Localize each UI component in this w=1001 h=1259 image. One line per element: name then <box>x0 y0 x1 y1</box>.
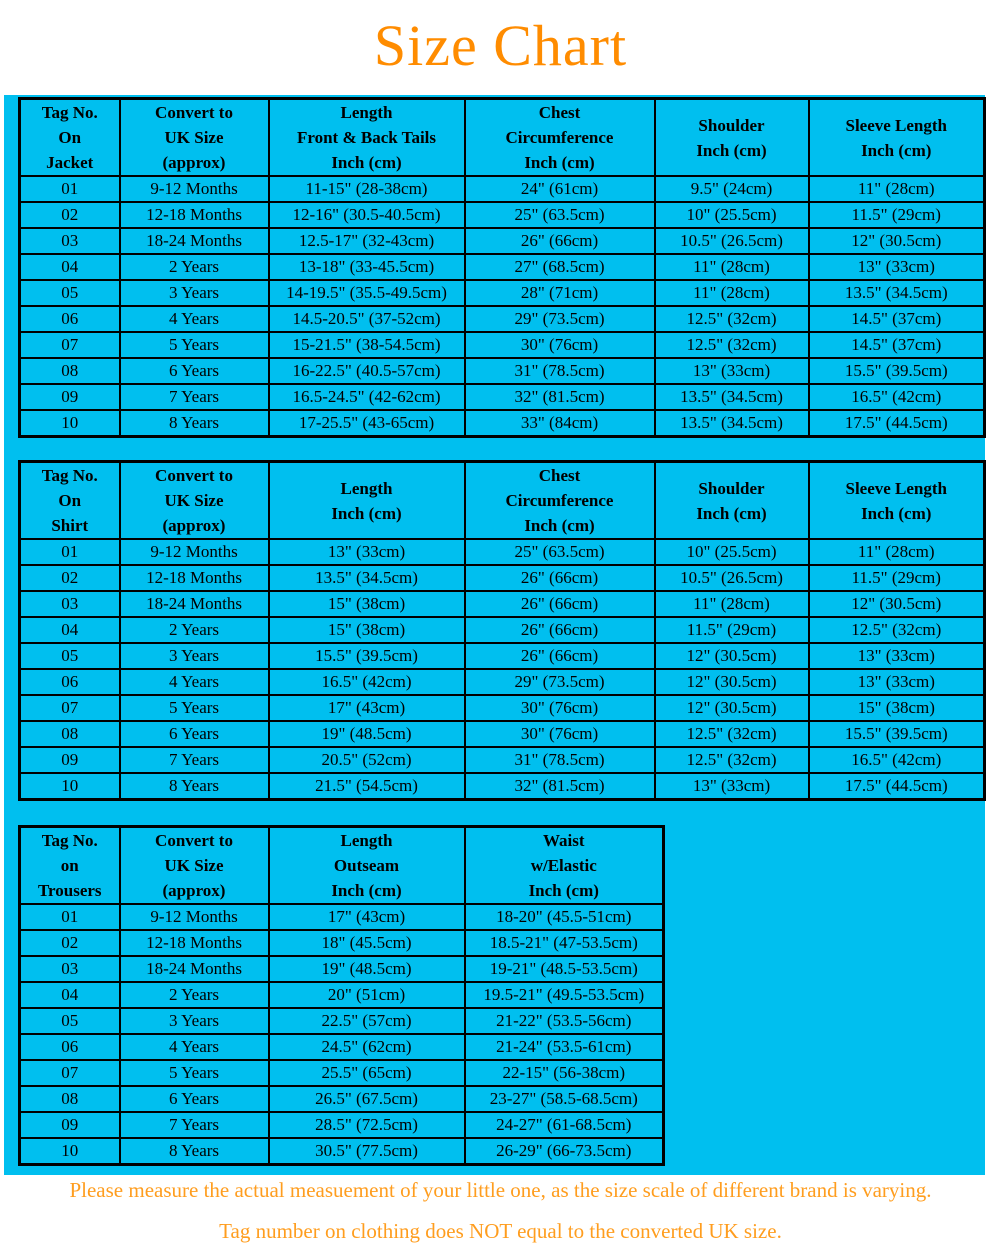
table-row <box>20 1086 664 1112</box>
data-cell: 15" (38cm) <box>269 617 465 643</box>
data-cell: 09 <box>20 384 120 410</box>
data-cell: 29" (73.5cm) <box>465 669 655 695</box>
data-cell: 09 <box>20 747 120 773</box>
data-cell: 33" (84cm) <box>465 410 655 437</box>
data-cell: 16.5-24.5" (42-62cm) <box>269 384 465 410</box>
data-cell: 04 <box>20 254 120 280</box>
header-cell: Convert to UK Size (approx) <box>120 462 269 540</box>
data-cell: 11.5" (29cm) <box>809 202 985 228</box>
data-cell: 07 <box>20 1060 120 1086</box>
data-cell: 11" (28cm) <box>655 280 809 306</box>
data-cell: 27" (68.5cm) <box>465 254 655 280</box>
data-cell: 16.5" (42cm) <box>809 384 985 410</box>
data-cell: 20" (51cm) <box>269 982 465 1008</box>
data-cell: 3 Years <box>120 280 269 306</box>
header-cell: Sleeve Length Inch (cm) <box>809 462 985 540</box>
table-row <box>20 956 664 982</box>
data-cell: 9-12 Months <box>120 176 269 202</box>
header-cell: Tag No. On Jacket <box>20 99 120 177</box>
data-cell: 7 Years <box>120 1112 269 1138</box>
header-cell: Tag No. on Trousers <box>20 827 120 905</box>
data-cell: 06 <box>20 669 120 695</box>
data-cell: 12-18 Months <box>120 202 269 228</box>
data-cell: 12.5" (32cm) <box>655 747 809 773</box>
data-cell: 13" (33cm) <box>809 254 985 280</box>
data-cell: 14-19.5" (35.5-49.5cm) <box>269 280 465 306</box>
data-cell: 12-18 Months <box>120 930 269 956</box>
table-row <box>20 669 985 695</box>
data-cell: 10" (25.5cm) <box>655 539 809 565</box>
data-cell: 11.5" (29cm) <box>809 565 985 591</box>
data-cell: 30" (76cm) <box>465 721 655 747</box>
data-cell: 11" (28cm) <box>655 254 809 280</box>
data-cell: 6 Years <box>120 358 269 384</box>
data-cell: 18-24 Months <box>120 956 269 982</box>
data-cell: 08 <box>20 721 120 747</box>
header-cell: Chest Circumference Inch (cm) <box>465 99 655 177</box>
data-cell: 10.5" (26.5cm) <box>655 228 809 254</box>
data-cell: 08 <box>20 358 120 384</box>
header-row <box>20 827 664 905</box>
data-cell: 13.5" (34.5cm) <box>655 410 809 437</box>
table-row <box>20 332 985 358</box>
trousers-size-table <box>18 825 665 1166</box>
data-cell: 17.5" (44.5cm) <box>809 773 985 800</box>
data-cell: 2 Years <box>120 617 269 643</box>
data-cell: 10 <box>20 410 120 437</box>
data-cell: 9-12 Months <box>120 539 269 565</box>
data-cell: 4 Years <box>120 1034 269 1060</box>
data-cell: 12.5" (32cm) <box>655 721 809 747</box>
data-cell: 12.5" (32cm) <box>809 617 985 643</box>
data-cell: 16.5" (42cm) <box>269 669 465 695</box>
data-cell: 18-20" (45.5-51cm) <box>465 904 664 930</box>
data-cell: 21.5" (54.5cm) <box>269 773 465 800</box>
table-row <box>20 539 985 565</box>
data-cell: 05 <box>20 1008 120 1034</box>
table-row <box>20 202 985 228</box>
data-cell: 26" (66cm) <box>465 228 655 254</box>
data-cell: 30" (76cm) <box>465 332 655 358</box>
data-cell: 28" (71cm) <box>465 280 655 306</box>
data-cell: 13" (33cm) <box>809 669 985 695</box>
data-cell: 03 <box>20 956 120 982</box>
data-cell: 19" (48.5cm) <box>269 721 465 747</box>
data-cell: 09 <box>20 1112 120 1138</box>
header-cell: Waist w/Elastic Inch (cm) <box>465 827 664 905</box>
data-cell: 2 Years <box>120 254 269 280</box>
data-cell: 26" (66cm) <box>465 617 655 643</box>
data-cell: 02 <box>20 202 120 228</box>
data-cell: 9-12 Months <box>120 904 269 930</box>
table-row <box>20 176 985 202</box>
data-cell: 4 Years <box>120 306 269 332</box>
data-cell: 03 <box>20 591 120 617</box>
data-cell: 12-18 Months <box>120 565 269 591</box>
header-row <box>20 462 985 540</box>
header-cell: Length Outseam Inch (cm) <box>269 827 465 905</box>
header-cell: Length Front & Back Tails Inch (cm) <box>269 99 465 177</box>
data-cell: 08 <box>20 1086 120 1112</box>
data-cell: 04 <box>20 617 120 643</box>
footer-line-2: Tag number on clothing does NOT equal to the converted UK size. <box>219 1219 782 1243</box>
data-cell: 15-21.5" (38-54.5cm) <box>269 332 465 358</box>
data-cell: 8 Years <box>120 410 269 437</box>
table-row <box>20 747 985 773</box>
table-row <box>20 410 985 437</box>
table-row <box>20 1034 664 1060</box>
data-cell: 8 Years <box>120 773 269 800</box>
data-cell: 31" (78.5cm) <box>465 358 655 384</box>
data-cell: 24.5" (62cm) <box>269 1034 465 1060</box>
data-cell: 28.5" (72.5cm) <box>269 1112 465 1138</box>
data-cell: 3 Years <box>120 643 269 669</box>
data-cell: 11-15" (28-38cm) <box>269 176 465 202</box>
header-row <box>20 99 985 177</box>
data-cell: 17" (43cm) <box>269 695 465 721</box>
header-cell: Convert to UK Size (approx) <box>120 99 269 177</box>
data-cell: 24-27" (61-68.5cm) <box>465 1112 664 1138</box>
data-cell: 15" (38cm) <box>809 695 985 721</box>
data-cell: 01 <box>20 904 120 930</box>
data-cell: 12" (30.5cm) <box>655 643 809 669</box>
data-cell: 06 <box>20 1034 120 1060</box>
table-row <box>20 565 985 591</box>
data-cell: 13.5" (34.5cm) <box>269 565 465 591</box>
data-cell: 03 <box>20 228 120 254</box>
footer-line-1: Please measure the actual measuement of your little one, as the size scale of different brand is varying. <box>69 1178 932 1202</box>
table-row <box>20 591 985 617</box>
data-cell: 31" (78.5cm) <box>465 747 655 773</box>
data-cell: 21-24" (53.5-61cm) <box>465 1034 664 1060</box>
table-row <box>20 982 664 1008</box>
data-cell: 25.5" (65cm) <box>269 1060 465 1086</box>
shirt-size-table <box>18 460 986 801</box>
table-row <box>20 773 985 800</box>
data-cell: 01 <box>20 176 120 202</box>
data-cell: 3 Years <box>120 1008 269 1034</box>
header-cell: Chest Circumference Inch (cm) <box>465 462 655 540</box>
data-cell: 26" (66cm) <box>465 643 655 669</box>
table-row <box>20 930 664 956</box>
data-cell: 22-15" (56-38cm) <box>465 1060 664 1086</box>
data-cell: 18-24 Months <box>120 591 269 617</box>
data-cell: 4 Years <box>120 669 269 695</box>
data-cell: 15.5" (39.5cm) <box>809 358 985 384</box>
data-cell: 6 Years <box>120 721 269 747</box>
data-cell: 13" (33cm) <box>269 539 465 565</box>
data-cell: 12-16" (30.5-40.5cm) <box>269 202 465 228</box>
data-cell: 23-27" (58.5-68.5cm) <box>465 1086 664 1112</box>
data-cell: 11.5" (29cm) <box>655 617 809 643</box>
table-row <box>20 228 985 254</box>
table-row <box>20 695 985 721</box>
data-cell: 8 Years <box>120 1138 269 1165</box>
data-cell: 11" (28cm) <box>809 176 985 202</box>
data-cell: 26" (66cm) <box>465 591 655 617</box>
data-cell: 15" (38cm) <box>269 591 465 617</box>
data-cell: 14.5" (37cm) <box>809 332 985 358</box>
data-cell: 14.5" (37cm) <box>809 306 985 332</box>
data-cell: 15.5" (39.5cm) <box>269 643 465 669</box>
data-cell: 18" (45.5cm) <box>269 930 465 956</box>
data-cell: 13.5" (34.5cm) <box>809 280 985 306</box>
data-cell: 26.5" (67.5cm) <box>269 1086 465 1112</box>
data-cell: 5 Years <box>120 1060 269 1086</box>
data-cell: 10.5" (26.5cm) <box>655 565 809 591</box>
data-cell: 32" (81.5cm) <box>465 773 655 800</box>
data-cell: 5 Years <box>120 695 269 721</box>
data-cell: 30" (76cm) <box>465 695 655 721</box>
data-cell: 05 <box>20 280 120 306</box>
data-cell: 11" (28cm) <box>655 591 809 617</box>
data-cell: 29" (73.5cm) <box>465 306 655 332</box>
data-cell: 12" (30.5cm) <box>809 228 985 254</box>
data-cell: 20.5" (52cm) <box>269 747 465 773</box>
data-cell: 17" (43cm) <box>269 904 465 930</box>
table-row <box>20 254 985 280</box>
table-row <box>20 280 985 306</box>
data-cell: 17.5" (44.5cm) <box>809 410 985 437</box>
page-title: Size Chart <box>373 13 628 78</box>
data-cell: 12" (30.5cm) <box>655 669 809 695</box>
header-cell: Tag No. On Shirt <box>20 462 120 540</box>
table-row <box>20 306 985 332</box>
data-cell: 26" (66cm) <box>465 565 655 591</box>
table-row <box>20 721 985 747</box>
data-cell: 16.5" (42cm) <box>809 747 985 773</box>
data-cell: 17-25.5" (43-65cm) <box>269 410 465 437</box>
data-cell: 15.5" (39.5cm) <box>809 721 985 747</box>
data-cell: 02 <box>20 565 120 591</box>
data-cell: 02 <box>20 930 120 956</box>
data-cell: 22.5" (57cm) <box>269 1008 465 1034</box>
data-cell: 26-29" (66-73.5cm) <box>465 1138 664 1165</box>
data-cell: 13" (33cm) <box>655 773 809 800</box>
data-cell: 19" (48.5cm) <box>269 956 465 982</box>
data-cell: 21-22" (53.5-56cm) <box>465 1008 664 1034</box>
table-row <box>20 1138 664 1165</box>
table-row <box>20 358 985 384</box>
header-cell: Shoulder Inch (cm) <box>655 99 809 177</box>
data-cell: 13-18" (33-45.5cm) <box>269 254 465 280</box>
data-cell: 6 Years <box>120 1086 269 1112</box>
jacket-size-table <box>18 97 986 438</box>
table-row <box>20 617 985 643</box>
data-cell: 06 <box>20 306 120 332</box>
data-cell: 24" (61cm) <box>465 176 655 202</box>
table-row <box>20 1112 664 1138</box>
data-cell: 11" (28cm) <box>809 539 985 565</box>
data-cell: 25" (63.5cm) <box>465 539 655 565</box>
data-cell: 12.5-17" (32-43cm) <box>269 228 465 254</box>
data-cell: 19.5-21" (49.5-53.5cm) <box>465 982 664 1008</box>
table-row <box>20 1060 664 1086</box>
data-cell: 18.5-21" (47-53.5cm) <box>465 930 664 956</box>
data-cell: 7 Years <box>120 384 269 410</box>
data-cell: 12.5" (32cm) <box>655 306 809 332</box>
data-cell: 12" (30.5cm) <box>655 695 809 721</box>
header-cell: Length Inch (cm) <box>269 462 465 540</box>
header-cell: Convert to UK Size (approx) <box>120 827 269 905</box>
footer-note <box>0 1178 1001 1259</box>
table-row <box>20 384 985 410</box>
table-row <box>20 904 664 930</box>
data-cell: 13" (33cm) <box>809 643 985 669</box>
data-cell: 16-22.5" (40.5-57cm) <box>269 358 465 384</box>
data-cell: 30.5" (77.5cm) <box>269 1138 465 1165</box>
table-row <box>20 643 985 669</box>
data-cell: 7 Years <box>120 747 269 773</box>
data-cell: 13.5" (34.5cm) <box>655 384 809 410</box>
data-cell: 9.5" (24cm) <box>655 176 809 202</box>
data-cell: 05 <box>20 643 120 669</box>
data-cell: 07 <box>20 695 120 721</box>
data-cell: 10" (25.5cm) <box>655 202 809 228</box>
data-cell: 10 <box>20 773 120 800</box>
data-cell: 12" (30.5cm) <box>809 591 985 617</box>
data-cell: 01 <box>20 539 120 565</box>
data-cell: 32" (81.5cm) <box>465 384 655 410</box>
header-cell: Sleeve Length Inch (cm) <box>809 99 985 177</box>
data-cell: 14.5-20.5" (37-52cm) <box>269 306 465 332</box>
data-cell: 12.5" (32cm) <box>655 332 809 358</box>
data-cell: 07 <box>20 332 120 358</box>
data-cell: 19-21" (48.5-53.5cm) <box>465 956 664 982</box>
data-cell: 13" (33cm) <box>655 358 809 384</box>
header-cell: Shoulder Inch (cm) <box>655 462 809 540</box>
data-cell: 5 Years <box>120 332 269 358</box>
data-cell: 25" (63.5cm) <box>465 202 655 228</box>
table-row <box>20 1008 664 1034</box>
data-cell: 18-24 Months <box>120 228 269 254</box>
data-cell: 10 <box>20 1138 120 1165</box>
data-cell: 04 <box>20 982 120 1008</box>
data-cell: 2 Years <box>120 982 269 1008</box>
